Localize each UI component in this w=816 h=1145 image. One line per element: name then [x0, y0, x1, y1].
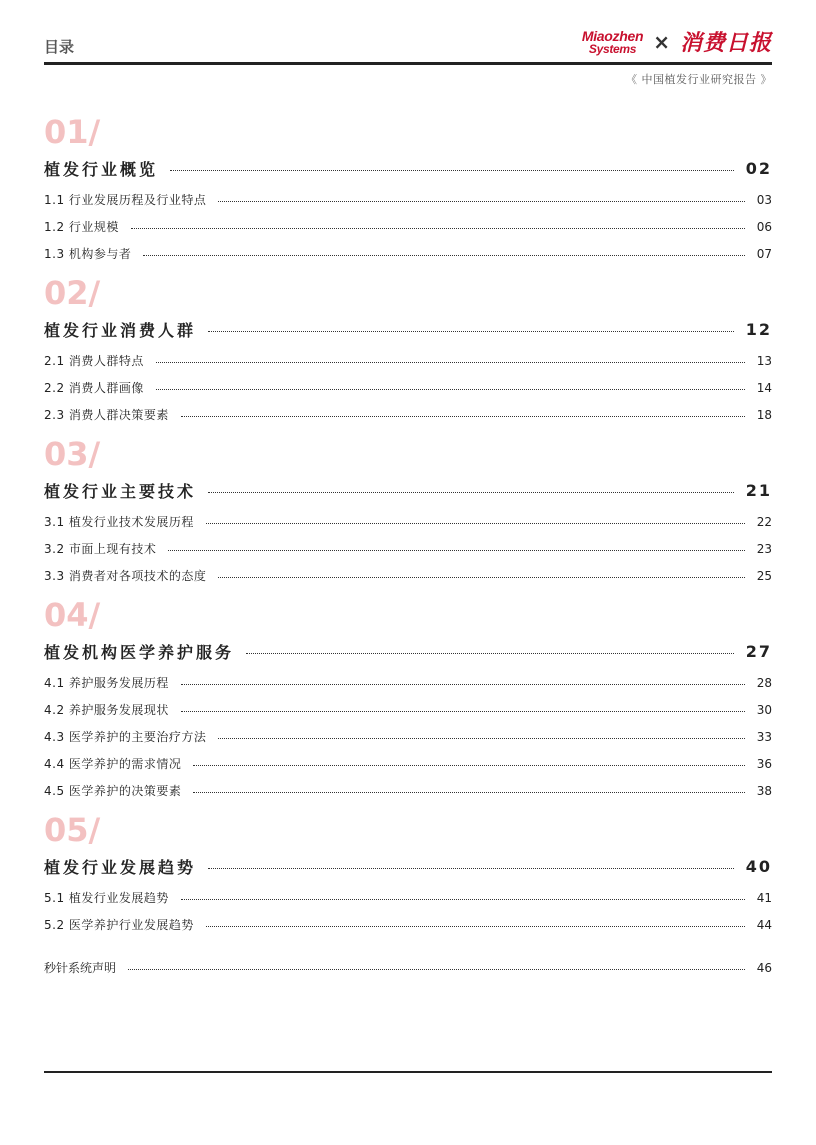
toc-main-entry[interactable]: [44, 150, 772, 186]
header-rule: [44, 62, 772, 65]
dot-leader: [156, 389, 745, 390]
page-number: 40: [745, 856, 772, 876]
section-title: 植发行业概览: [44, 159, 159, 179]
page-number: 21: [745, 480, 772, 500]
dot-leader: [206, 523, 745, 524]
miaozhen-logo: [582, 29, 643, 55]
dot-leader: [128, 969, 745, 970]
toc-section-01: [44, 113, 772, 267]
table-of-contents: [44, 113, 772, 981]
miaozhen-logo-line1: Miaozhen: [581, 27, 644, 44]
toc-sub-entry[interactable]: [44, 535, 772, 562]
sub-entry-label: 3.2 市面上现有技术: [44, 542, 157, 556]
statement-label: 秒针系统声明: [44, 961, 117, 975]
dot-leader: [218, 577, 744, 578]
page-number: 27: [745, 641, 772, 661]
page-number: 13: [756, 353, 772, 368]
toc-sub-entry[interactable]: [44, 213, 772, 240]
toc-sub-entry[interactable]: [44, 508, 772, 535]
page-number: 36: [756, 756, 772, 771]
dot-leader: [218, 201, 744, 202]
page-number: 18: [756, 407, 772, 422]
toc-sub-entry[interactable]: [44, 723, 772, 750]
section-title: 植发行业主要技术: [44, 481, 197, 501]
sub-entry-label: 4.5 医学养护的决策要素: [44, 784, 182, 798]
dot-leader: [170, 170, 734, 171]
page-number: 28: [756, 675, 772, 690]
page-number: 25: [756, 568, 772, 583]
dot-leader: [208, 331, 734, 332]
page-number: 02: [745, 158, 772, 178]
sub-entry-label: 1.2 行业规模: [44, 220, 119, 234]
page-number: 06: [756, 219, 772, 234]
page-title: 目录: [44, 38, 75, 56]
toc-sub-entry[interactable]: [44, 562, 772, 589]
section-number: 03/: [44, 435, 101, 473]
sub-entry-label: 2.2 消费人群画像: [44, 381, 144, 395]
toc-sub-entry[interactable]: [44, 669, 772, 696]
toc-sub-entry[interactable]: [44, 777, 772, 804]
page-number: 44: [756, 917, 772, 932]
logo-group: [582, 26, 772, 57]
toc-sub-entry[interactable]: [44, 186, 772, 213]
section-title: 植发行业发展趋势: [44, 857, 197, 877]
dot-leader: [143, 255, 744, 256]
dot-leader: [168, 550, 744, 551]
dot-leader: [156, 362, 745, 363]
sub-entry-label: 3.3 消费者对各项技术的态度: [44, 569, 207, 583]
dot-leader: [193, 792, 744, 793]
toc-sub-entry[interactable]: [44, 374, 772, 401]
sub-entry-label: 4.1 养护服务发展历程: [44, 676, 169, 690]
section-title: 植发机构医学养护服务: [44, 642, 235, 662]
toc-section-04: [44, 596, 772, 804]
sub-entry-label: 4.4 医学养护的需求情况: [44, 757, 182, 771]
page-number: 22: [756, 514, 772, 529]
toc-statement-entry[interactable]: [44, 954, 772, 981]
dot-leader: [181, 899, 745, 900]
sub-entry-label: 2.3 消费人群决策要素: [44, 408, 169, 422]
sub-entry-label: 3.1 植发行业技术发展历程: [44, 515, 194, 529]
section-title: 植发行业消费人群: [44, 320, 197, 340]
toc-section-03: [44, 435, 772, 589]
toc-main-entry[interactable]: [44, 633, 772, 669]
sub-entry-label: 1.1 行业发展历程及行业特点: [44, 193, 207, 207]
sub-entry-label: 1.3 机构参与者: [44, 247, 132, 261]
toc-sub-entry[interactable]: [44, 240, 772, 267]
miaozhen-logo-line2: Systems: [588, 41, 637, 56]
toc-sub-entry[interactable]: [44, 347, 772, 374]
toc-main-entry[interactable]: [44, 472, 772, 508]
dot-leader: [131, 228, 745, 229]
dot-leader: [246, 653, 734, 654]
toc-main-entry[interactable]: [44, 848, 772, 884]
toc-sub-entry[interactable]: [44, 401, 772, 428]
sub-entry-label: 2.1 消费人群特点: [44, 354, 144, 368]
sub-entry-label: 5.2 医学养护行业发展趋势: [44, 918, 194, 932]
dot-leader: [208, 492, 734, 493]
dot-leader: [193, 765, 744, 766]
toc-sub-entry[interactable]: [44, 750, 772, 777]
toc-sub-entry[interactable]: [44, 911, 772, 938]
report-name: 《 中国植发行业研究报告 》: [626, 73, 772, 86]
page-number: 38: [756, 783, 772, 798]
sub-entry-label: 4.2 养护服务发展现状: [44, 703, 169, 717]
dot-leader: [181, 711, 745, 712]
sub-entry-label: 5.1 植发行业发展趋势: [44, 891, 169, 905]
page-number: 23: [756, 541, 772, 556]
dot-leader: [208, 868, 734, 869]
section-number: 04/: [44, 596, 101, 634]
page-number: 12: [745, 319, 772, 339]
toc-sub-entry[interactable]: [44, 696, 772, 723]
page-number: 03: [756, 192, 772, 207]
section-number: 02/: [44, 274, 101, 312]
toc-main-entry[interactable]: [44, 311, 772, 347]
toc-sub-entry[interactable]: [44, 884, 772, 911]
page-number: 07: [756, 246, 772, 261]
logo-separator: ×: [653, 29, 670, 54]
page-number: 14: [756, 380, 772, 395]
page-number: 30: [756, 702, 772, 717]
dot-leader: [206, 926, 745, 927]
footer-rule: [44, 1071, 772, 1073]
sub-entry-label: 4.3 医学养护的主要治疗方法: [44, 730, 207, 744]
page-number: 46: [756, 960, 772, 975]
toc-section-05: [44, 811, 772, 938]
dot-leader: [218, 738, 744, 739]
section-number: 01/: [44, 113, 101, 151]
page-number: 41: [756, 890, 772, 905]
section-number: 05/: [44, 811, 101, 849]
page-number: 33: [756, 729, 772, 744]
toc-section-02: [44, 274, 772, 428]
dot-leader: [181, 684, 745, 685]
xiaofei-ribao-logo: 消费日报: [679, 30, 772, 56]
dot-leader: [181, 416, 745, 417]
